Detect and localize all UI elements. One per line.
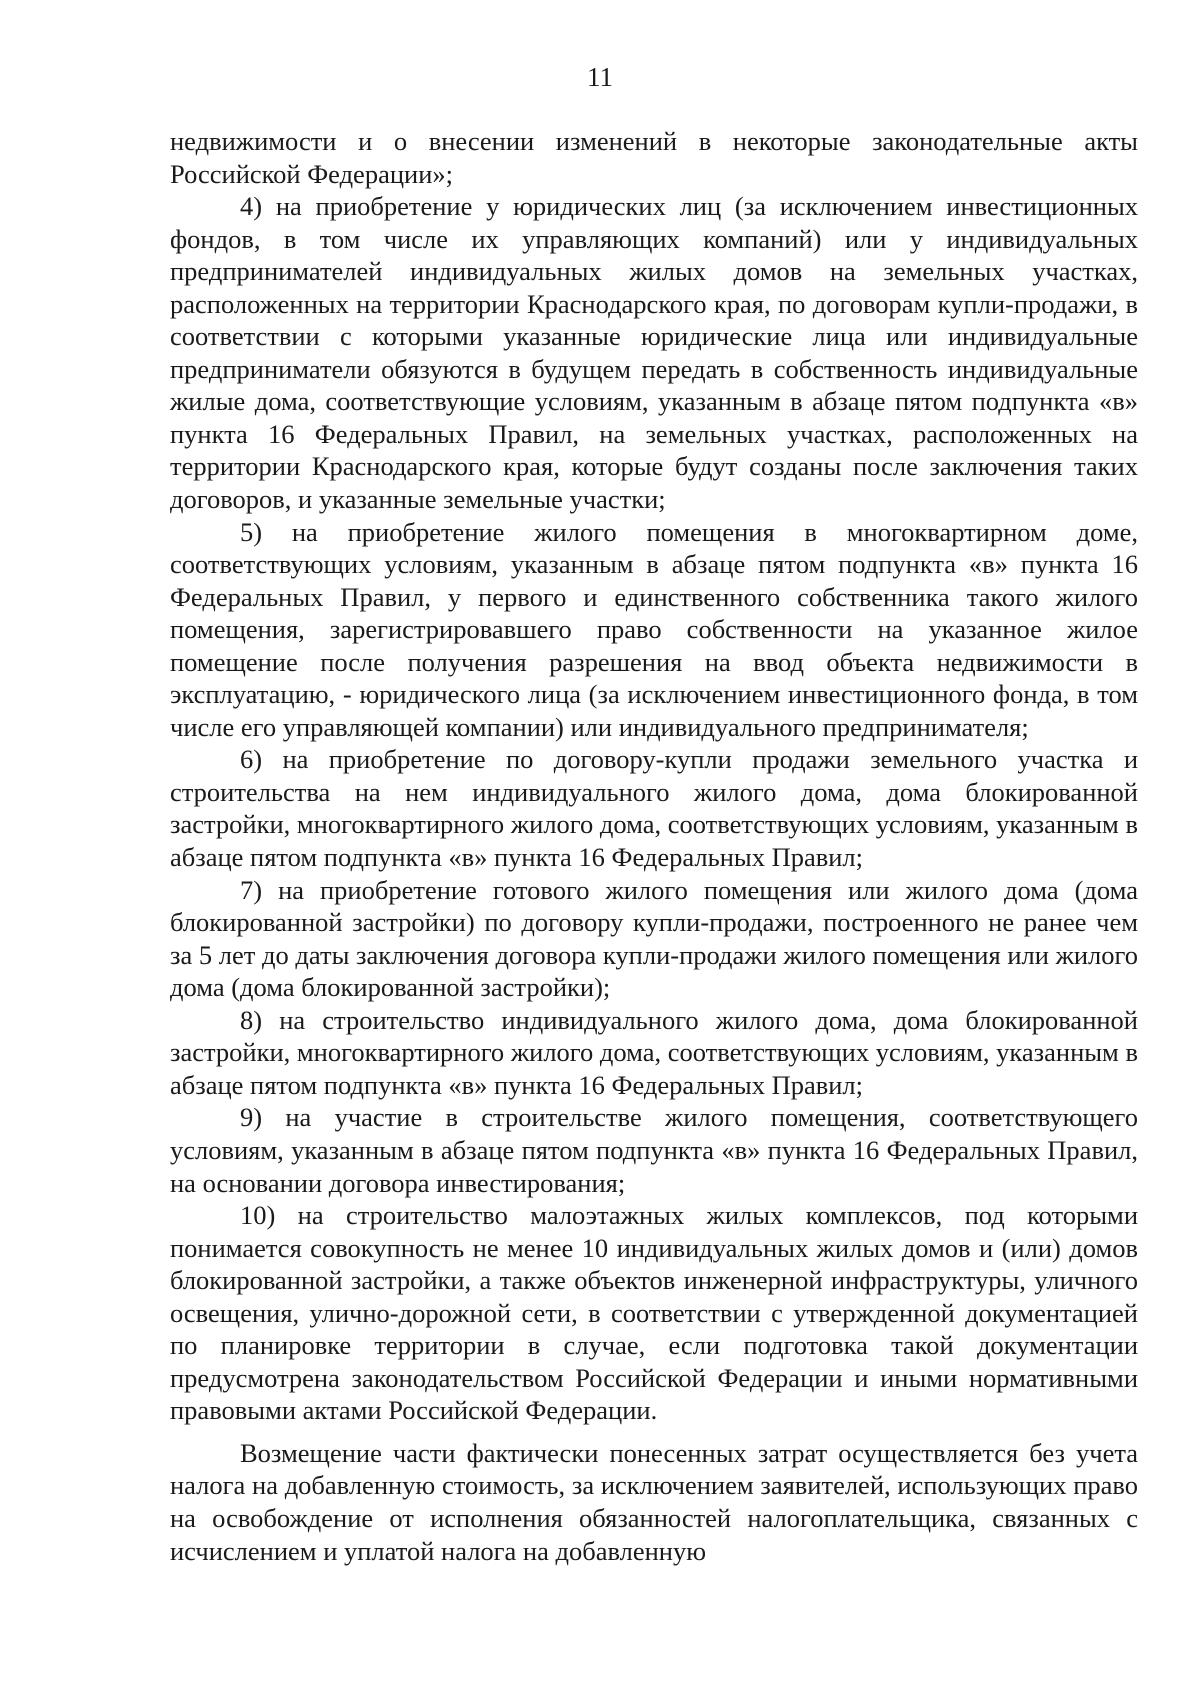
document-body xyxy=(170,125,1138,1567)
paragraph-reimbursement: Возмещение части фактически понесенных затрат осуществляется без учета налога на добавленную стоимость, за исключением заявителей, использующих право на освобождение от исполнения обязанностей налогоплательщика, связанных с исчислением и уплатой налога на добавленную xyxy=(170,1437,1138,1566)
paragraph-item-7: 7) на приобретение готового жилого помещения или жилого дома (дома блокированной застройки) по договору купли-продажи, построенного не ранее чем за 5 лет до даты заключения договора купли-продажи жилого помещения или жилого дома (дома блокированной застройки); xyxy=(170,874,1138,1003)
paragraph-item-9: 9) на участие в строительстве жилого помещения, соответствующего условиям, указанным в абзаце пятом подпункта «в» пункта 16 Федеральных Правил, на основании договора инвестирования; xyxy=(170,1102,1138,1198)
paragraph-item-8: 8) на строительство индивидуального жилого дома, дома блокированной застройки, многоквартирного жилого дома, соответствующих условиям, указанным в абзаце пятом подпункта «в» пункта 16 Федеральных Правил; xyxy=(170,1004,1138,1100)
paragraph-item-10: 10) на строительство малоэтажных жилых комплексов, под которыми понимается совокупность не менее 10 индивидуальных жилых домов и (или) домов блокированной застройки, а также объектов инженерной инфраструктуры, уличного освещения, улично-дорожной сети, в соответствии с утвержденной документацией по планировке территории в случае, если подготовка такой документации предусмотрена законодательством Российской Федерации и иными нормативными правовыми актами Российской Федерации. xyxy=(170,1200,1138,1426)
page-number: 11 xyxy=(587,62,613,92)
paragraph-continuation: недвижимости и о внесении изменений в некоторые законодательные акты Российской Федерации»; xyxy=(170,126,1138,189)
paragraph-item-4: 4) на приобретение у юридических лиц (за исключением инвестиционных фондов, в том числе их управляющих компаний) или у индивидуальных предпринимателей индивидуальных жилых домов на земельных участках, расположенных на территории Краснодарского края, по договорам купли-продажи, в соответствии с которыми указанные юридические лица или индивидуальные предприниматели обязуются в будущем передать в собственность индивидуальные жилые дома, соответствующие условиям, указанным в абзаце пятом подпункта «в» пункта 16 Федеральных Правил, на земельных участках, расположенных на территории Краснодарского края, которые будут созданы после заключения таких договоров, и указанные земельные участки; xyxy=(170,191,1138,515)
paragraph-item-6: 6) на приобретение по договору-купли продажи земельного участка и строительства на нем индивидуального жилого дома, дома блокированной застройки, многоквартирного жилого дома, соответствующих условиям, указанным в абзаце пятом подпункта «в» пункта 16 Федеральных Правил; xyxy=(170,744,1138,873)
paragraph-item-5: 5) на приобретение жилого помещения в многоквартирном доме, соответствующих условиям, указанным в абзаце пятом подпункта «в» пункта 16 Федеральных Правил, у первого и единственного собственника такого жилого помещения, зарегистрировавшего право собственности на указанное жилое помещение после получения разрешения на ввод объекта недвижимости в эксплуатацию, - юридического лица (за исключением инвестиционного фонда, в том числе его управляющей компании) или индивидуального предпринимателя; xyxy=(170,516,1138,742)
